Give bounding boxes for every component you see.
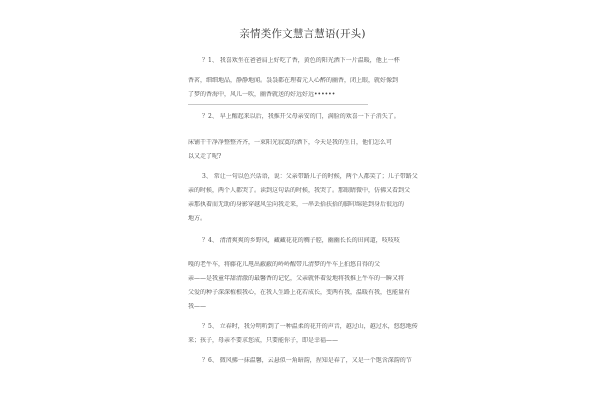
paragraph-4-line-1: ？4、 清清爽爽的乡野风，藏藏花花的稠子腔，幽幽长长的田间道，吱吱吱 <box>202 237 400 244</box>
paragraph-2-line-1: ？2、 早上醒起来以后，我推开父母亲安的门，满脸的欢喜一下子消失了。 <box>202 113 400 120</box>
paragraph-1-line-2: 香茗，细细地品，静静地闻。袅袅都在理着元人心醉的幽香，闭上眼，就好像到 <box>188 77 399 84</box>
separator-line <box>188 104 368 105</box>
paragraph-3-line-4: 地方。 <box>188 215 207 222</box>
paragraph-3-line-2: 亲的时候，两个人都哭了。读到这句话的时候，我哭了。那眼睛微中，仿佛又看到父 <box>188 187 411 194</box>
paragraph-2-line-3: 床铺干干净净整整齐齐，一束阳光寂寞的洒下，今天是我的生日，他们怎么可 <box>188 139 393 146</box>
paragraph-5-line-1: ？5、 立春时，我分明听到了一种温柔的花开的声音，越过山，越过水，悠悠地传 <box>202 323 418 330</box>
paragraph-4-line-4: 亲——是我童年甜清澈的最馨香的记忆，父亲就怀着爱地将我推上牛车的一瞬又将 <box>188 275 405 282</box>
paragraph-3-line-1: 3、 常让一句以色兴话语，说：父亲带路儿子的时候，两个人都笑了；儿子带路父 <box>202 173 418 180</box>
paragraph-4-line-5: 父爱的种子深深植根我心，在我人生路上花若成长，变两有我，温暖有我，也能量有 <box>188 289 411 296</box>
paragraph-5-line-2: 来；孩子，母亲不要求您成，只要能你子，即是幸福—— <box>188 337 339 344</box>
paragraph-2-line-4: 以又走了呢? <box>188 153 222 160</box>
paragraph-4-line-3: 嘎的老牛车，将藤花儿甩出蔽蔽的岭岭醒带儿清梦的牛车上拍悠自得的父 <box>188 261 381 268</box>
document-page <box>180 0 425 400</box>
document-title: 亲情类作文慧言慧语(开头) <box>239 28 366 40</box>
paragraph-1-line-3: 了梦的香海中，风儿一吹，幽香就送的好远好远•••••• <box>188 91 336 98</box>
paragraph-4-line-6: 我—— <box>188 303 207 310</box>
paragraph-6-line-1: ？6、 微风拂一抹温馨，云悬似一角暗韵，捏知是春了，又是一个饱含深韵的节 <box>202 357 412 364</box>
paragraph-3-line-3: 亲那执着而无助的身影穿越风尘向我走来，一串丢拾扶拾的脚印绵延到身后很远的 <box>188 201 405 208</box>
paragraph-1-line-1: ？1、 我喜欢坐在爸爸肩上好吃了香，黄色的阳光洒下一片温暖，他上一杯 <box>202 57 400 64</box>
